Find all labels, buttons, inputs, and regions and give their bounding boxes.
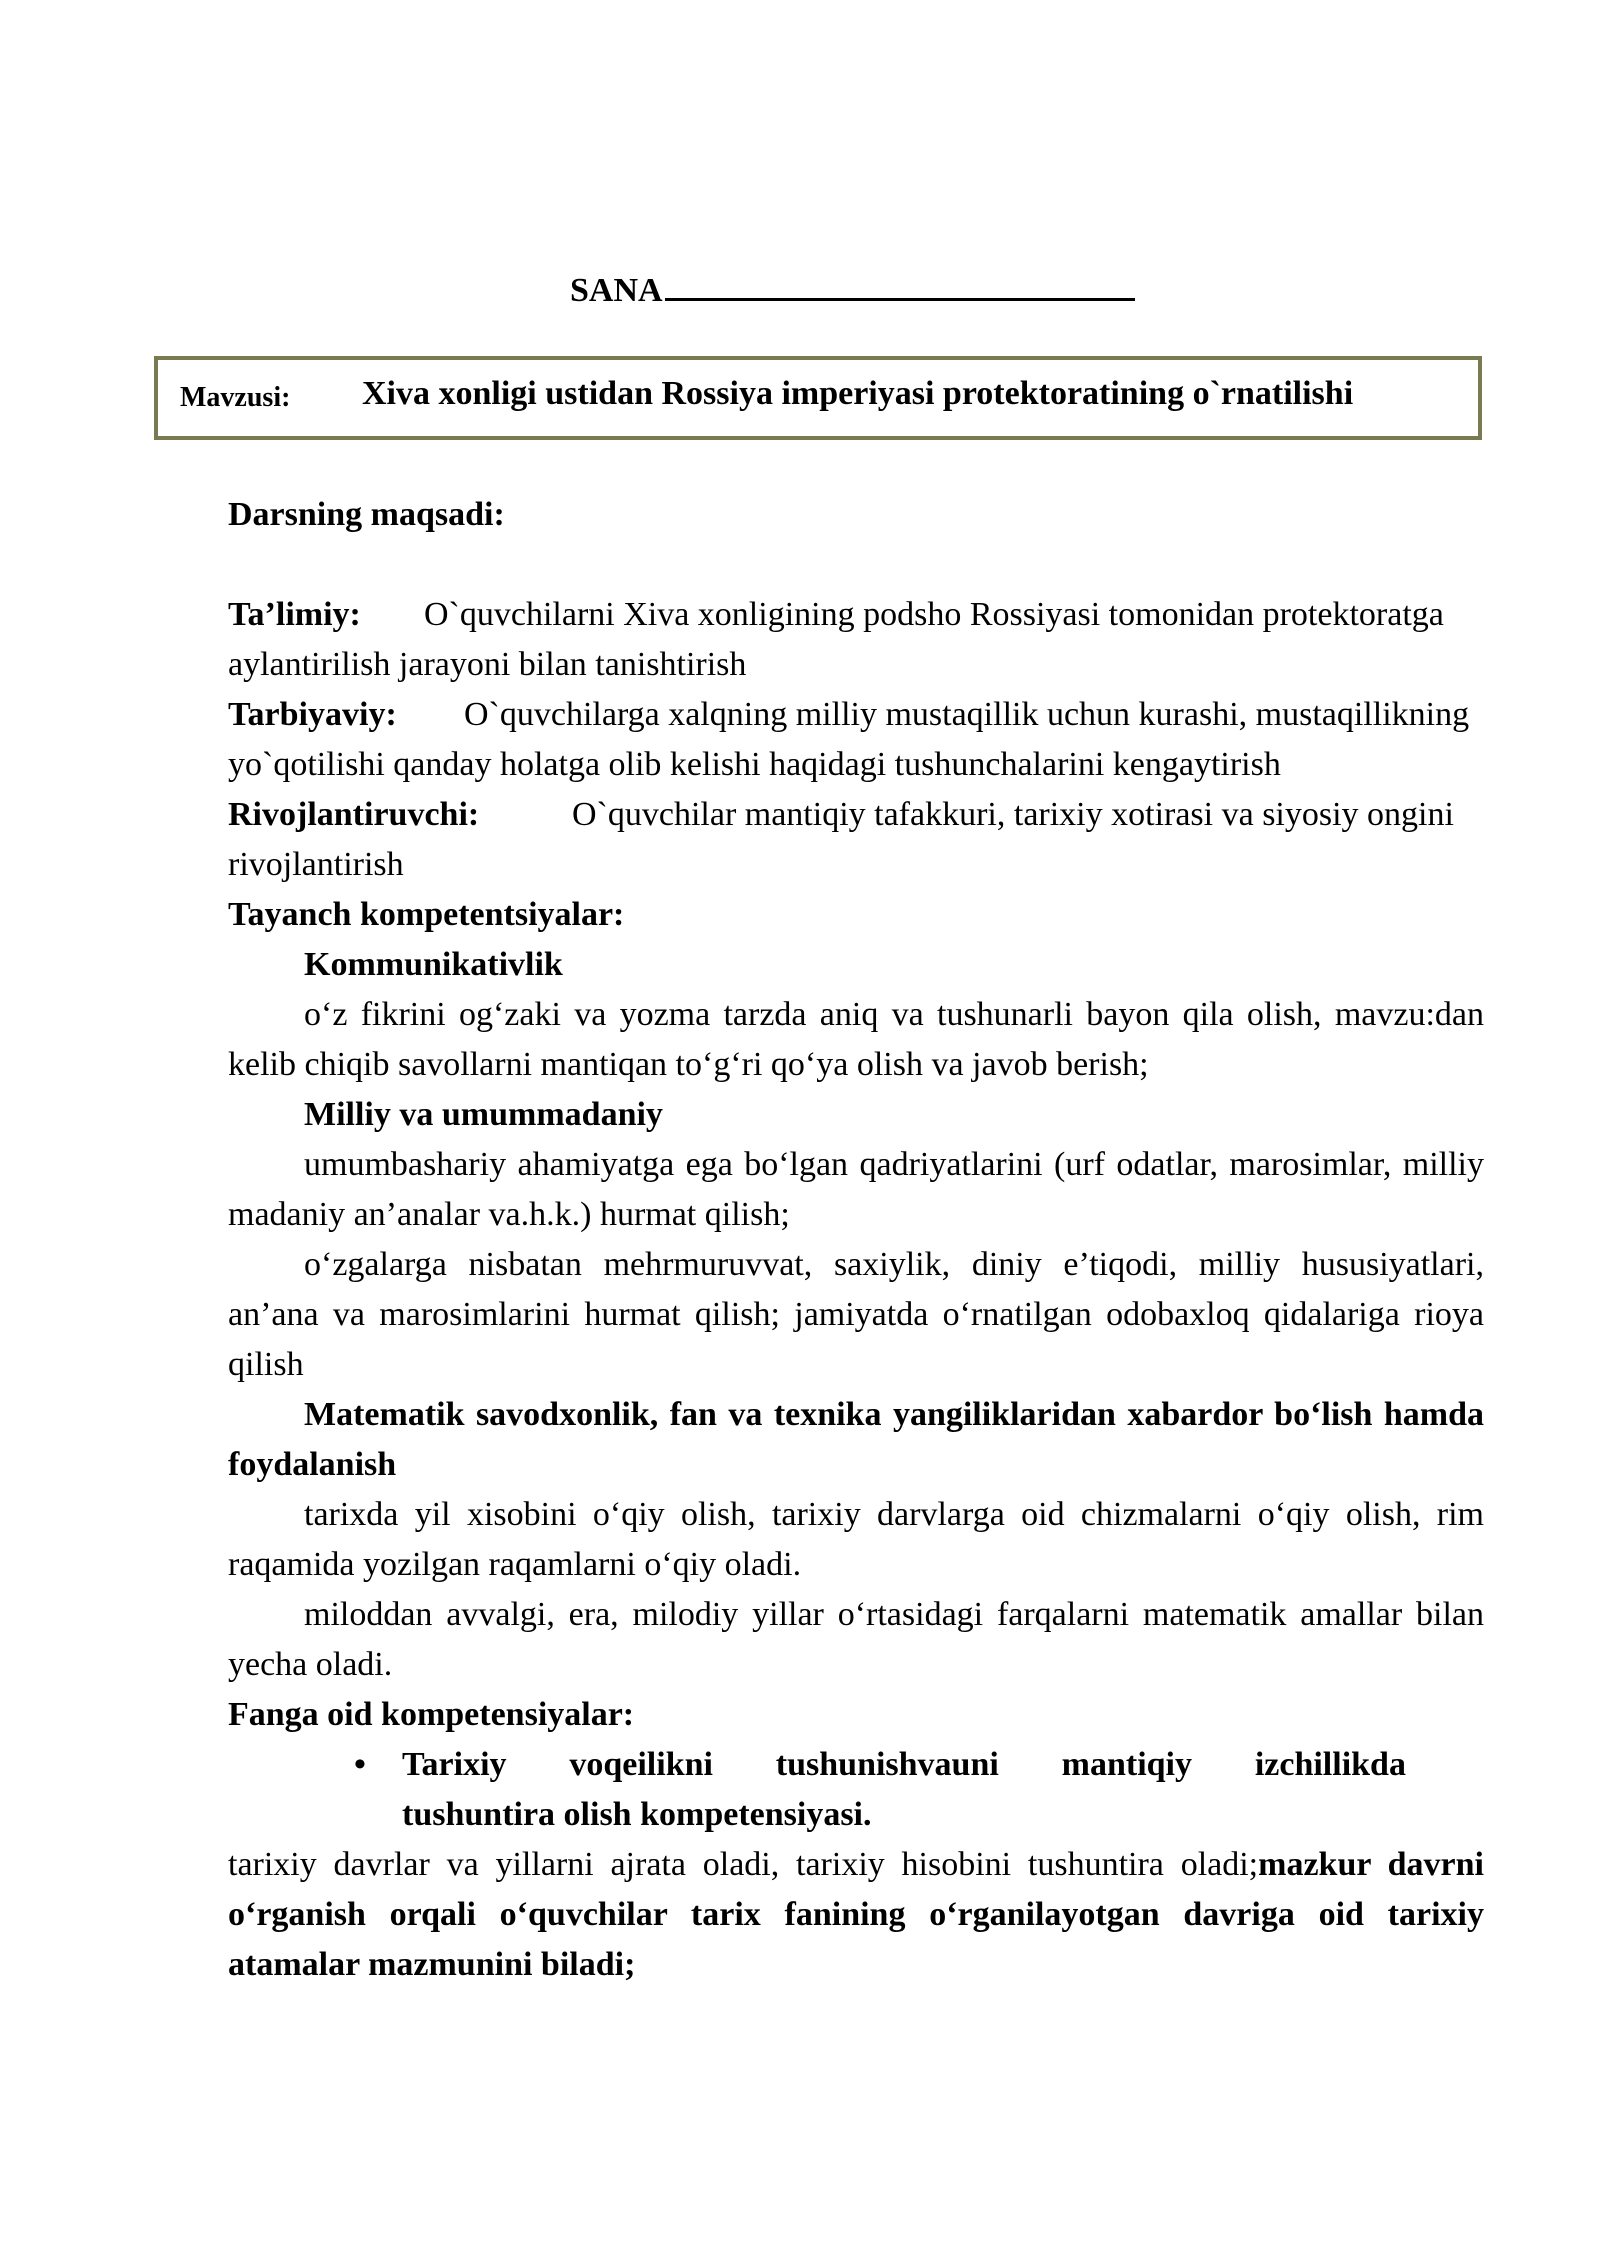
date-label: SANA bbox=[570, 272, 663, 309]
talimiy-label: Ta’limiy: bbox=[228, 596, 361, 633]
topic-title: Xiva xonligi ustidan Rossiya imperiyasi protektoratining o`rnatilishi bbox=[362, 375, 1354, 412]
date-blank-line bbox=[665, 272, 1135, 301]
tarbiyaviy-paragraph bbox=[228, 690, 1484, 790]
communication-text: o‘z fikrini og‘zaki va yozma tarzda aniq va tushunarli bayon qila olish, mavzu:dan kelib chiqib savollarni mantiqan to‘g‘ri qo‘ya olish va javob berish; bbox=[228, 996, 1484, 1083]
math-heading: Matematik savodxonlik, fan va texnika yangiliklaridan xabardor bo‘lish hamda foydalanish bbox=[228, 1396, 1484, 1483]
math-text-2: miloddan avvalgi, era, milodiy yillar o‘rtasidagi farqalarni matematik amallar bilan yecha oladi. bbox=[228, 1596, 1484, 1683]
subject-bullet bbox=[228, 1740, 1406, 1840]
bullet-word: mantiqiy bbox=[1061, 1746, 1192, 1783]
subject-text-bold: mazkur davrni o‘rganish orqali o‘quvchilar tarix fanining o‘rganilayotgan davriga oid tarixiy atamalar mazmunini biladi; bbox=[228, 1846, 1484, 1983]
rivoj-label: Rivojlantiruvchi: bbox=[228, 796, 480, 833]
rivoj-paragraph bbox=[228, 790, 1484, 890]
topic-label: Mavzusi: bbox=[180, 382, 291, 413]
tarbiyaviy-text: O`quvchilarga xalqning milliy mustaqillik uchun kurashi, mustaqillikning yo`qotilishi qanday holatga olib kelishi haqidagi tushunchalarini kengaytirish bbox=[228, 696, 1470, 783]
date-field bbox=[570, 272, 1135, 310]
competencies-heading: Tayanch kompetentsiyalar: bbox=[228, 896, 625, 933]
talimiy-paragraph bbox=[228, 590, 1484, 690]
communication-heading: Kommunikativlik bbox=[304, 946, 563, 983]
subject-heading: Fanga oid kompetensiyalar: bbox=[228, 1696, 635, 1733]
cultural-heading: Milliy va umummadaniy bbox=[304, 1096, 663, 1133]
subject-text-normal: tarixiy davrlar va yillarni ajrata oladi, tarixiy hisobini tushuntira oladi; bbox=[228, 1846, 1259, 1883]
bullet-word: izchillikda bbox=[1254, 1746, 1406, 1783]
bullet-line-1 bbox=[402, 1740, 1406, 1790]
math-text-1: tarixda yil xisobini o‘qiy olish, tarixiy darvlarga oid chizmalarni o‘qiy olish, rim raqamida yozilgan raqamlarni o‘qiy oladi. bbox=[228, 1496, 1484, 1583]
bullet-dot-icon: • bbox=[354, 1746, 366, 1783]
goals-heading: Darsning maqsadi: bbox=[228, 496, 505, 533]
cultural-text-1: umumbashariy ahamiyatga ega bo‘lgan qadriyatlarini (urf odatlar, marosimlar, milliy madaniy an’analar va.h.k.) hurmat qilish; bbox=[228, 1146, 1484, 1233]
bullet-word: voqeilikni bbox=[569, 1746, 713, 1783]
bullet-word: tushunishvauni bbox=[775, 1746, 999, 1783]
topic-box bbox=[154, 356, 1482, 440]
bullet-line-2: tushuntira olish kompetensiyasi. bbox=[402, 1796, 872, 1833]
subject-paragraph bbox=[228, 1840, 1484, 1990]
lesson-content bbox=[228, 490, 1484, 1990]
rivoj-text: O`quvchilar mantiqiy tafakkuri, tarixiy xotirasi va siyosiy ongini rivojlantirish bbox=[228, 796, 1454, 883]
bullet-word: Tarixiy bbox=[402, 1746, 507, 1783]
cultural-text-2: o‘zgalarga nisbatan mehrmuruvvat, saxiylik, diniy e’tiqodi, milliy hususiyatlari, an’ana va marosimlarini hurmat qilish; jamiyatda o‘rnatilgan odobaxloq qidalariga rioya qilish bbox=[228, 1246, 1484, 1383]
talimiy-text: O`quvchilarni Xiva xonligining podsho Rossiyasi tomonidan protektoratga aylantirilish jarayoni bilan tanishtirish bbox=[228, 596, 1444, 683]
tarbiyaviy-label: Tarbiyaviy: bbox=[228, 696, 397, 733]
